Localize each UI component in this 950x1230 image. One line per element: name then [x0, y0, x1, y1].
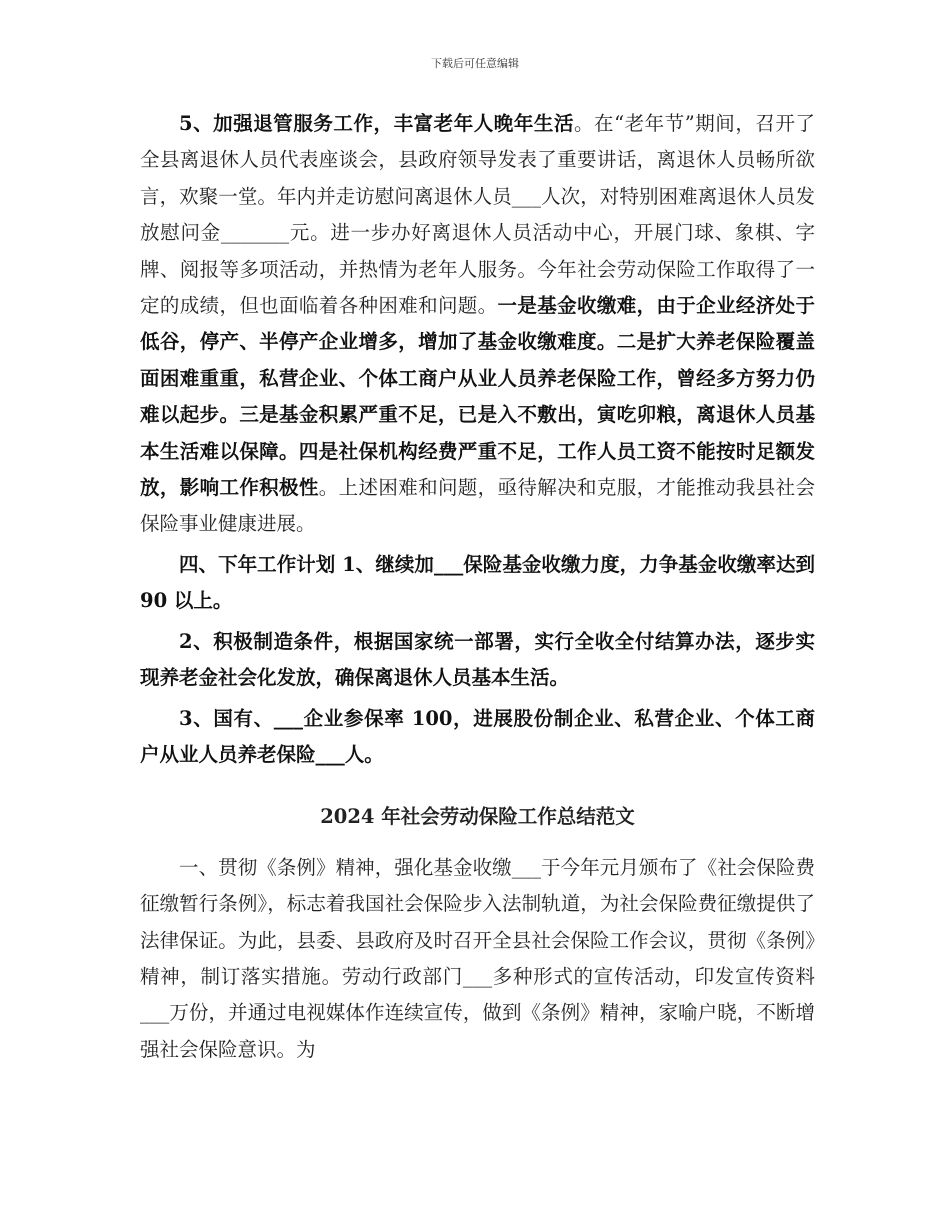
paragraph-retirement-services [140, 106, 815, 543]
plan-1-text: 四、下年工作计划 1、继续加___保险基金收缴力度，力争基金收缴率达到 90 以上。 [140, 552, 815, 613]
paragraph-problems-bold: 一是基金收缴难，由于企业经济处于低谷，停产、半停产企业增多，增加了基金收缴难度。二是扩大养老保险覆盖面困难重重，私营企业、个体工商户从业人员养老保险工作，曾经多方努力仍难以起步。三是基金积累严重不足，已是入不敷出，寅吃卯粮，离退休人员基本生活难以保障。四是社保机构经费严重不足，工作人员工资不能按时足额发放，影响工作积极性 [140, 294, 815, 500]
paragraph-tail: 。上述困难和问题，亟待解决和克服，才能推动我县社会保险事业健康进展。 [140, 476, 815, 536]
paragraph-plan-3 [140, 701, 815, 774]
paragraph-regulation: 一、贯彻《条例》精神，强化基金收缴___于今年元月颁布了《社会保险费征缴暂行条例》，标志着我国社会保险步入法制轨道，为社会保险费征缴提供了法律保证。为此，县委、县政府及时召开全县社会保险工作会议，贯彻《条例》精神，制订落实措施。劳动行政部门___多种形式的宣传活动，印发宣传资料___万份，并通过电视媒体作连续宣传，做到《条例》精神，家喻户晓，不断增强社会保险意识。为 [140, 855, 815, 1061]
section-title: 2024 年社会劳动保险工作总结范文 [320, 805, 635, 829]
paragraph-plan-2 [140, 624, 815, 697]
document-body [140, 106, 815, 1068]
paragraph-text: 。在“老年节”期间，召开了全县离退休人员代表座谈会，县政府领导发表了重要讲话，离退休人员畅所欲言，欢聚一堂。年内并走访慰问离退休人员___人次，对特别困难离退休人员发放慰问金_______元。进一步办好离退休人员活动中心，开展门球、象棋、字牌、阅报等多项活动，并热情为老年人服务。今年社会劳动保险工作取得了一定的成绩，但也面临着各种困难和问题。 [140, 112, 815, 318]
header-note: 下载后可任意编辑 [431, 57, 519, 70]
paragraph-plan-1 [140, 547, 815, 620]
paragraph-lead-bold: 5、加强退管服务工作，丰富老年人晚年生活 [179, 112, 574, 135]
plan-3-text: 3、国有、___企业参保率 100，进展股份制企业、私营企业、个体工商户从业人员养老保险___人。 [140, 706, 815, 766]
plan-2-text: 2、积极制造条件，根据国家统一部署，实行全收全付结算办法，逐步实现养老金社会化发放，确保离退休人员基本生活。 [140, 629, 815, 690]
